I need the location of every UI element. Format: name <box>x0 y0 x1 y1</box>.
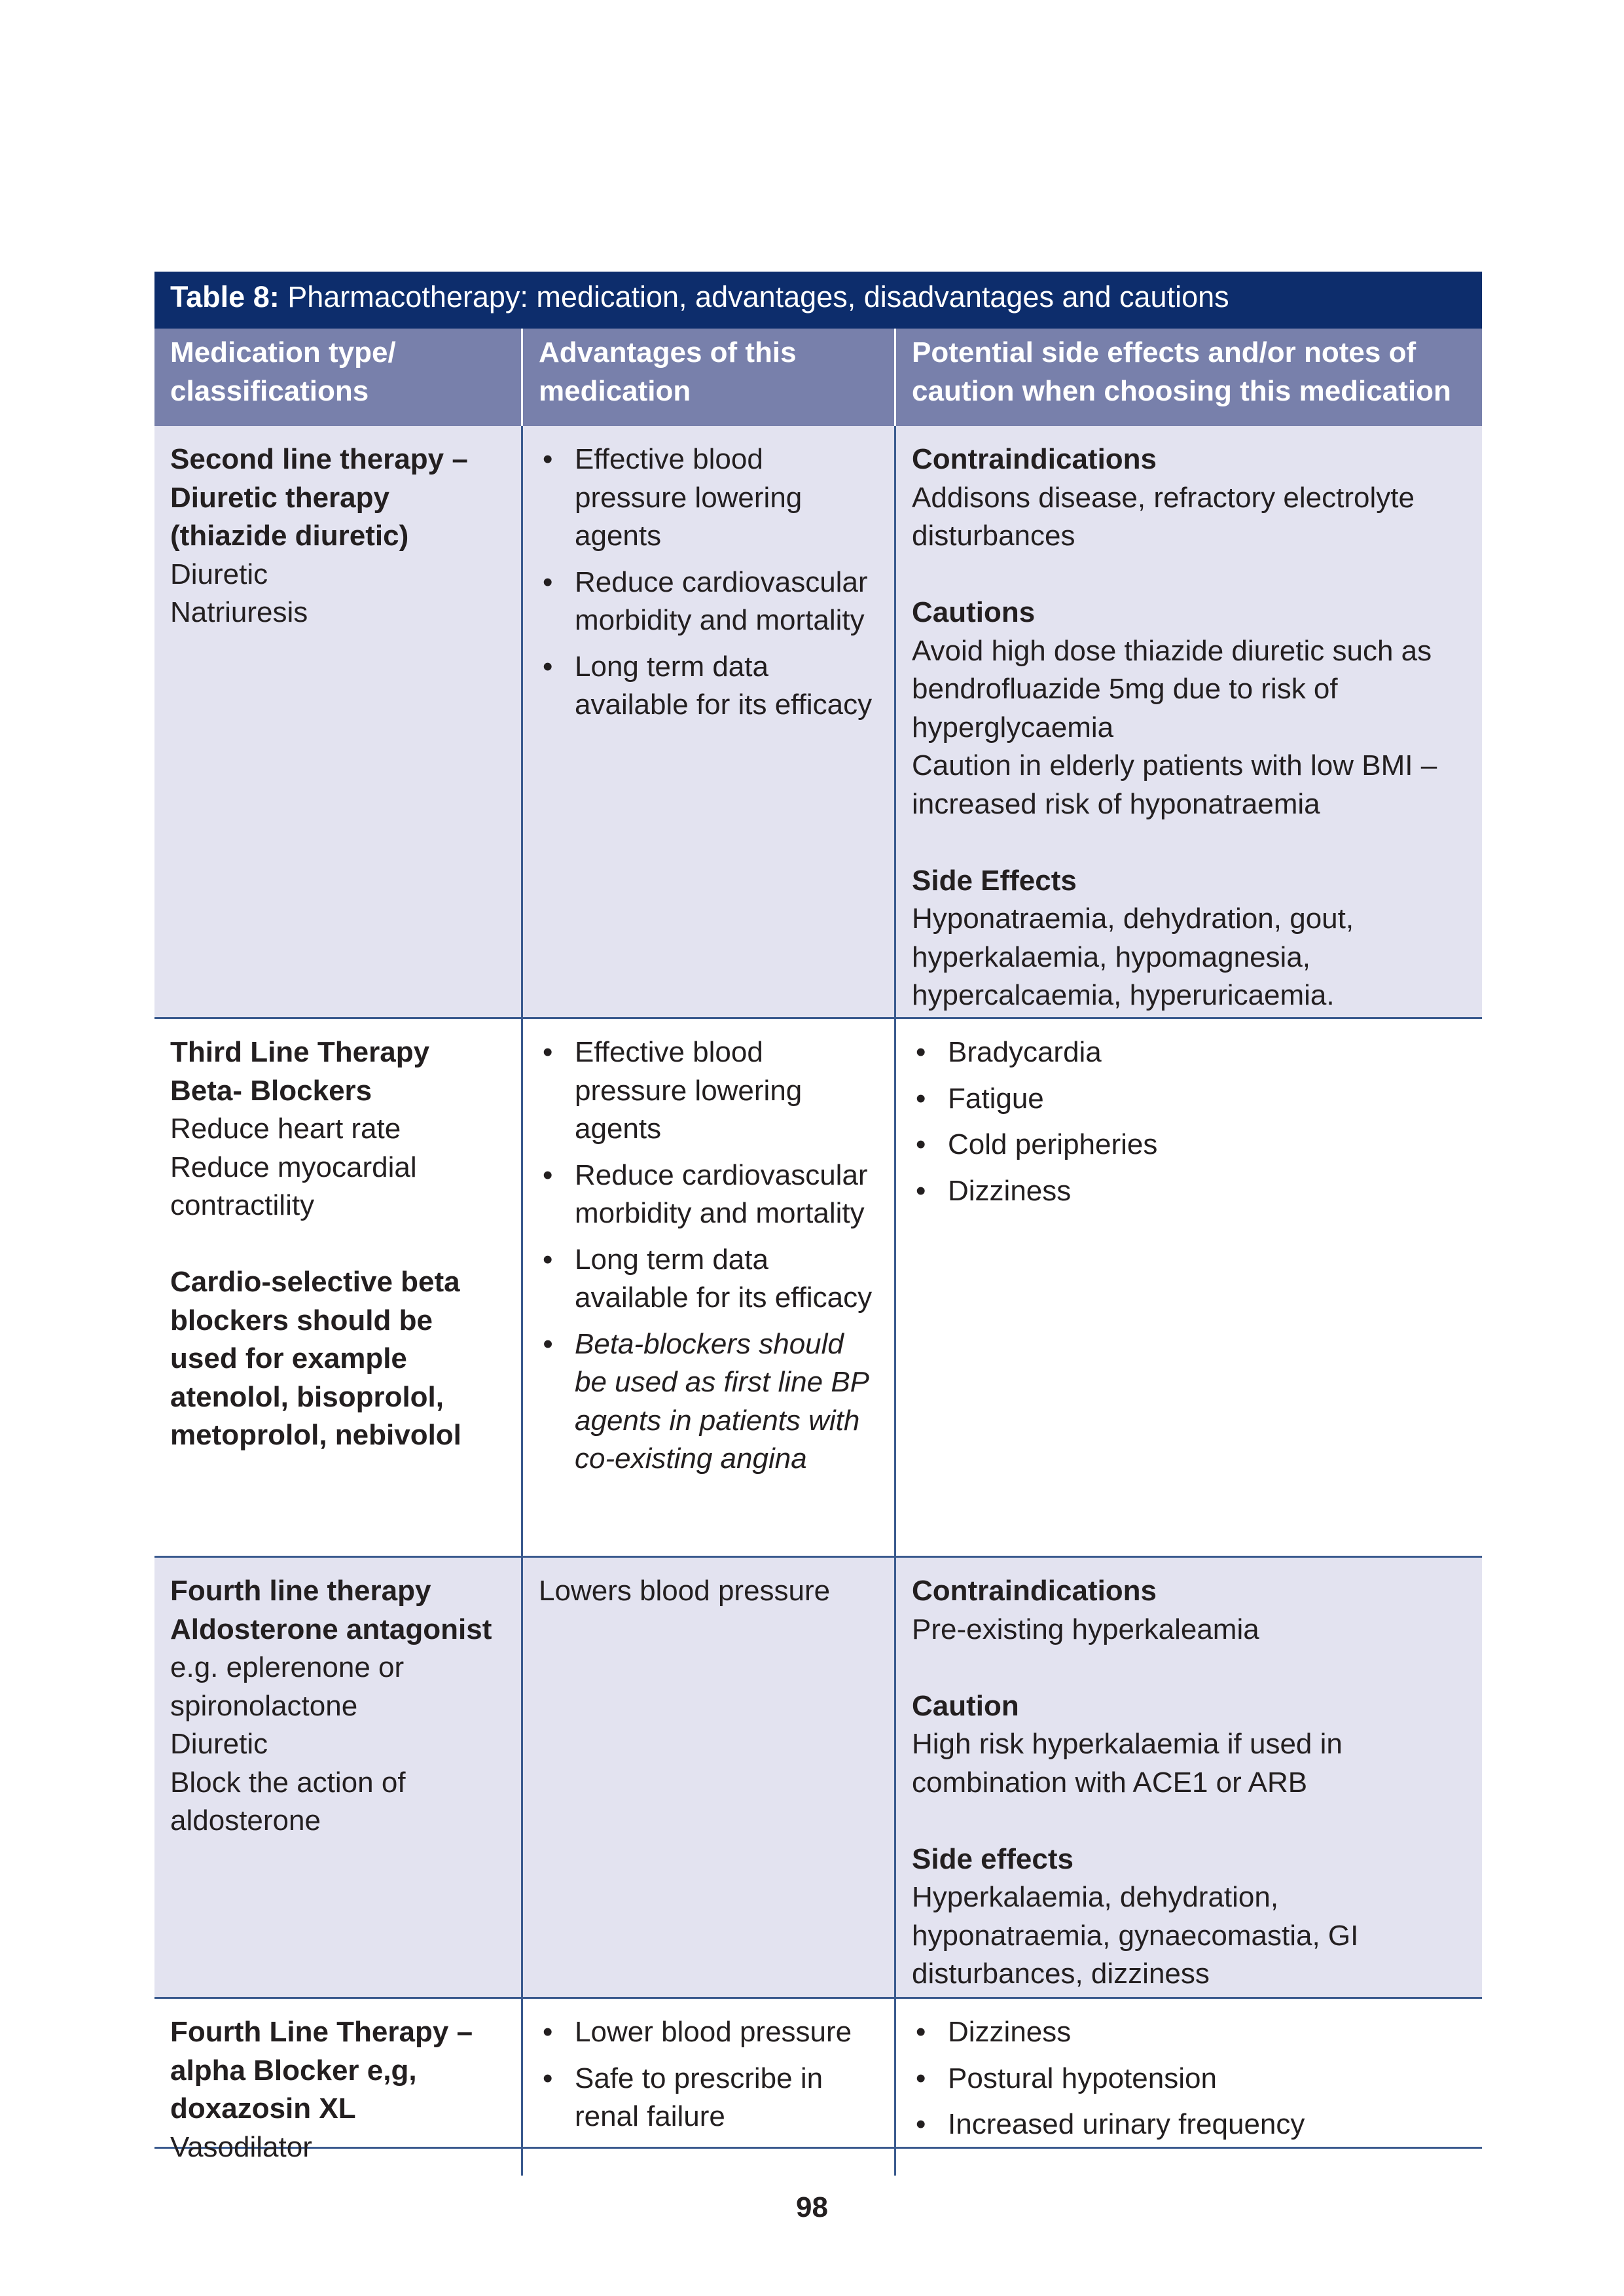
table-row <box>154 1019 1482 1558</box>
advantages-list <box>539 440 878 725</box>
medication-title: Second line therapy – Diuretic therapy (thiazide diuretic) <box>170 443 468 552</box>
table-caption <box>154 272 1482 329</box>
table-header <box>154 329 1482 426</box>
cautions-text: High risk hyperkalaemia if used in combination with ACE1 or ARB <box>912 1728 1343 1799</box>
list-item: • Postural hypotension <box>912 2060 1466 2098</box>
list-item: • Safe to prescribe in renal failure <box>539 2060 878 2136</box>
medication-line: Vasodilator <box>170 2130 312 2163</box>
pharmacotherapy-table <box>154 272 1482 2163</box>
cautions-cell <box>894 1999 1482 2176</box>
cautions-title: Caution <box>912 1689 1019 1722</box>
medication-line: Reduce heart rate <box>170 1113 401 1145</box>
medication-cell <box>154 1999 521 2176</box>
contraindications-title: Contraindications <box>912 443 1157 475</box>
header-side-effects: Potential side effects and/or notes of caution when choosing this medication <box>894 329 1482 426</box>
table-row <box>154 1558 1482 1999</box>
table-row <box>154 426 1482 1019</box>
medication-line: e.g. eplerenone or spironolactone <box>170 1651 405 1722</box>
medication-title: Third Line Therapy Beta- Blockers <box>170 1036 430 1107</box>
list-item: • Long term data available for its efficacy <box>539 1241 878 1318</box>
medication-title: Fourth Line Therapy – alpha Blocker e,g, doxazosin XL <box>170 2016 473 2125</box>
list-item: • Effective blood pressure lowering agents <box>539 1033 878 1149</box>
contraindications-text: Pre-existing hyperkaleamia <box>912 1613 1259 1645</box>
list-item: • Effective blood pressure lowering agents <box>539 440 878 556</box>
advantages-text: Lowers blood pressure <box>539 1575 831 1607</box>
medication-line: Reduce myocardial contractility <box>170 1151 417 1221</box>
list-item: • Lower blood pressure <box>539 2013 878 2052</box>
page-number: 98 <box>796 2191 828 2223</box>
list-item: • Fatigue <box>912 1080 1466 1119</box>
medication-cell <box>154 426 521 1024</box>
table-row <box>154 1999 1482 2163</box>
cautions-text: Avoid high dose thiazide diuretic such as bendrofluazide 5mg due to risk of hyperglycaemia <box>912 634 1432 744</box>
caption-text: Pharmacotherapy: medication, advantages, disadvantages and cautions <box>279 280 1229 314</box>
advantages-list <box>539 1033 878 1479</box>
side-effects-title: Side Effects <box>912 864 1077 897</box>
medication-line: Natriuresis <box>170 596 308 628</box>
list-item: • Reduce cardiovascular morbidity and mortality <box>539 1157 878 1233</box>
contraindications-title: Contraindications <box>912 1575 1157 1607</box>
cautions-cell <box>894 1019 1482 1556</box>
cautions-cell <box>894 1558 1482 2003</box>
cautions-cell <box>894 426 1482 1024</box>
side-effects-text: Hyponatraemia, dehydration, gout, hyperkalaemia, hypomagnesia, hypercalcaemia, hyperuricaemia. <box>912 903 1354 1011</box>
caption-label: Table 8: <box>170 280 280 314</box>
medication-line: Diuretic <box>170 558 268 590</box>
list-item: • Dizziness <box>912 2013 1466 2052</box>
advantages-list <box>539 2013 878 2136</box>
side-effects-list <box>912 2013 1466 2144</box>
medication-note: Cardio-selective beta blockers should be used for example atenolol, bisoprolol, metoprolol, nebivolol <box>170 1266 461 1451</box>
list-item: • Increased urinary frequency <box>912 2106 1466 2144</box>
medication-cell <box>154 1558 521 2003</box>
cautions-text: Caution in elderly patients with low BMI – increased risk of hyponatraemia <box>912 749 1437 820</box>
side-effects-title: Side effects <box>912 1842 1074 1875</box>
medication-cell <box>154 1019 521 1556</box>
list-item: • Bradycardia <box>912 1033 1466 1072</box>
header-advantages: Advantages of this medication <box>521 329 894 426</box>
side-effects-text: Hyperkalaemia, dehydration, hyponatraemia, gynaecomastia, GI disturbances, dizziness <box>912 1881 1359 1990</box>
advantages-cell <box>521 426 894 1024</box>
medication-title: Fourth line therapy Aldosterone antagonist <box>170 1575 492 1645</box>
medication-line: Diuretic <box>170 1728 268 1760</box>
list-item: • Beta-blockers should be used as first line BP agents in patients with co-existing angina <box>539 1325 878 1479</box>
header-medication-type: Medication type/ classifications <box>170 336 396 407</box>
advantages-cell <box>521 1019 894 1556</box>
list-item: • Dizziness <box>912 1172 1466 1211</box>
advantages-cell <box>521 1558 894 2003</box>
side-effects-list <box>912 1033 1466 1210</box>
list-item: • Long term data available for its efficacy <box>539 648 878 725</box>
medication-line: Block the action of aldosterone <box>170 1766 406 1837</box>
list-item: • Reduce cardiovascular morbidity and mortality <box>539 564 878 640</box>
contraindications-text: Addisons disease, refractory electrolyte disturbances <box>912 481 1415 552</box>
advantages-cell <box>521 1999 894 2176</box>
list-item: • Cold peripheries <box>912 1126 1466 1164</box>
cautions-title: Cautions <box>912 596 1036 628</box>
